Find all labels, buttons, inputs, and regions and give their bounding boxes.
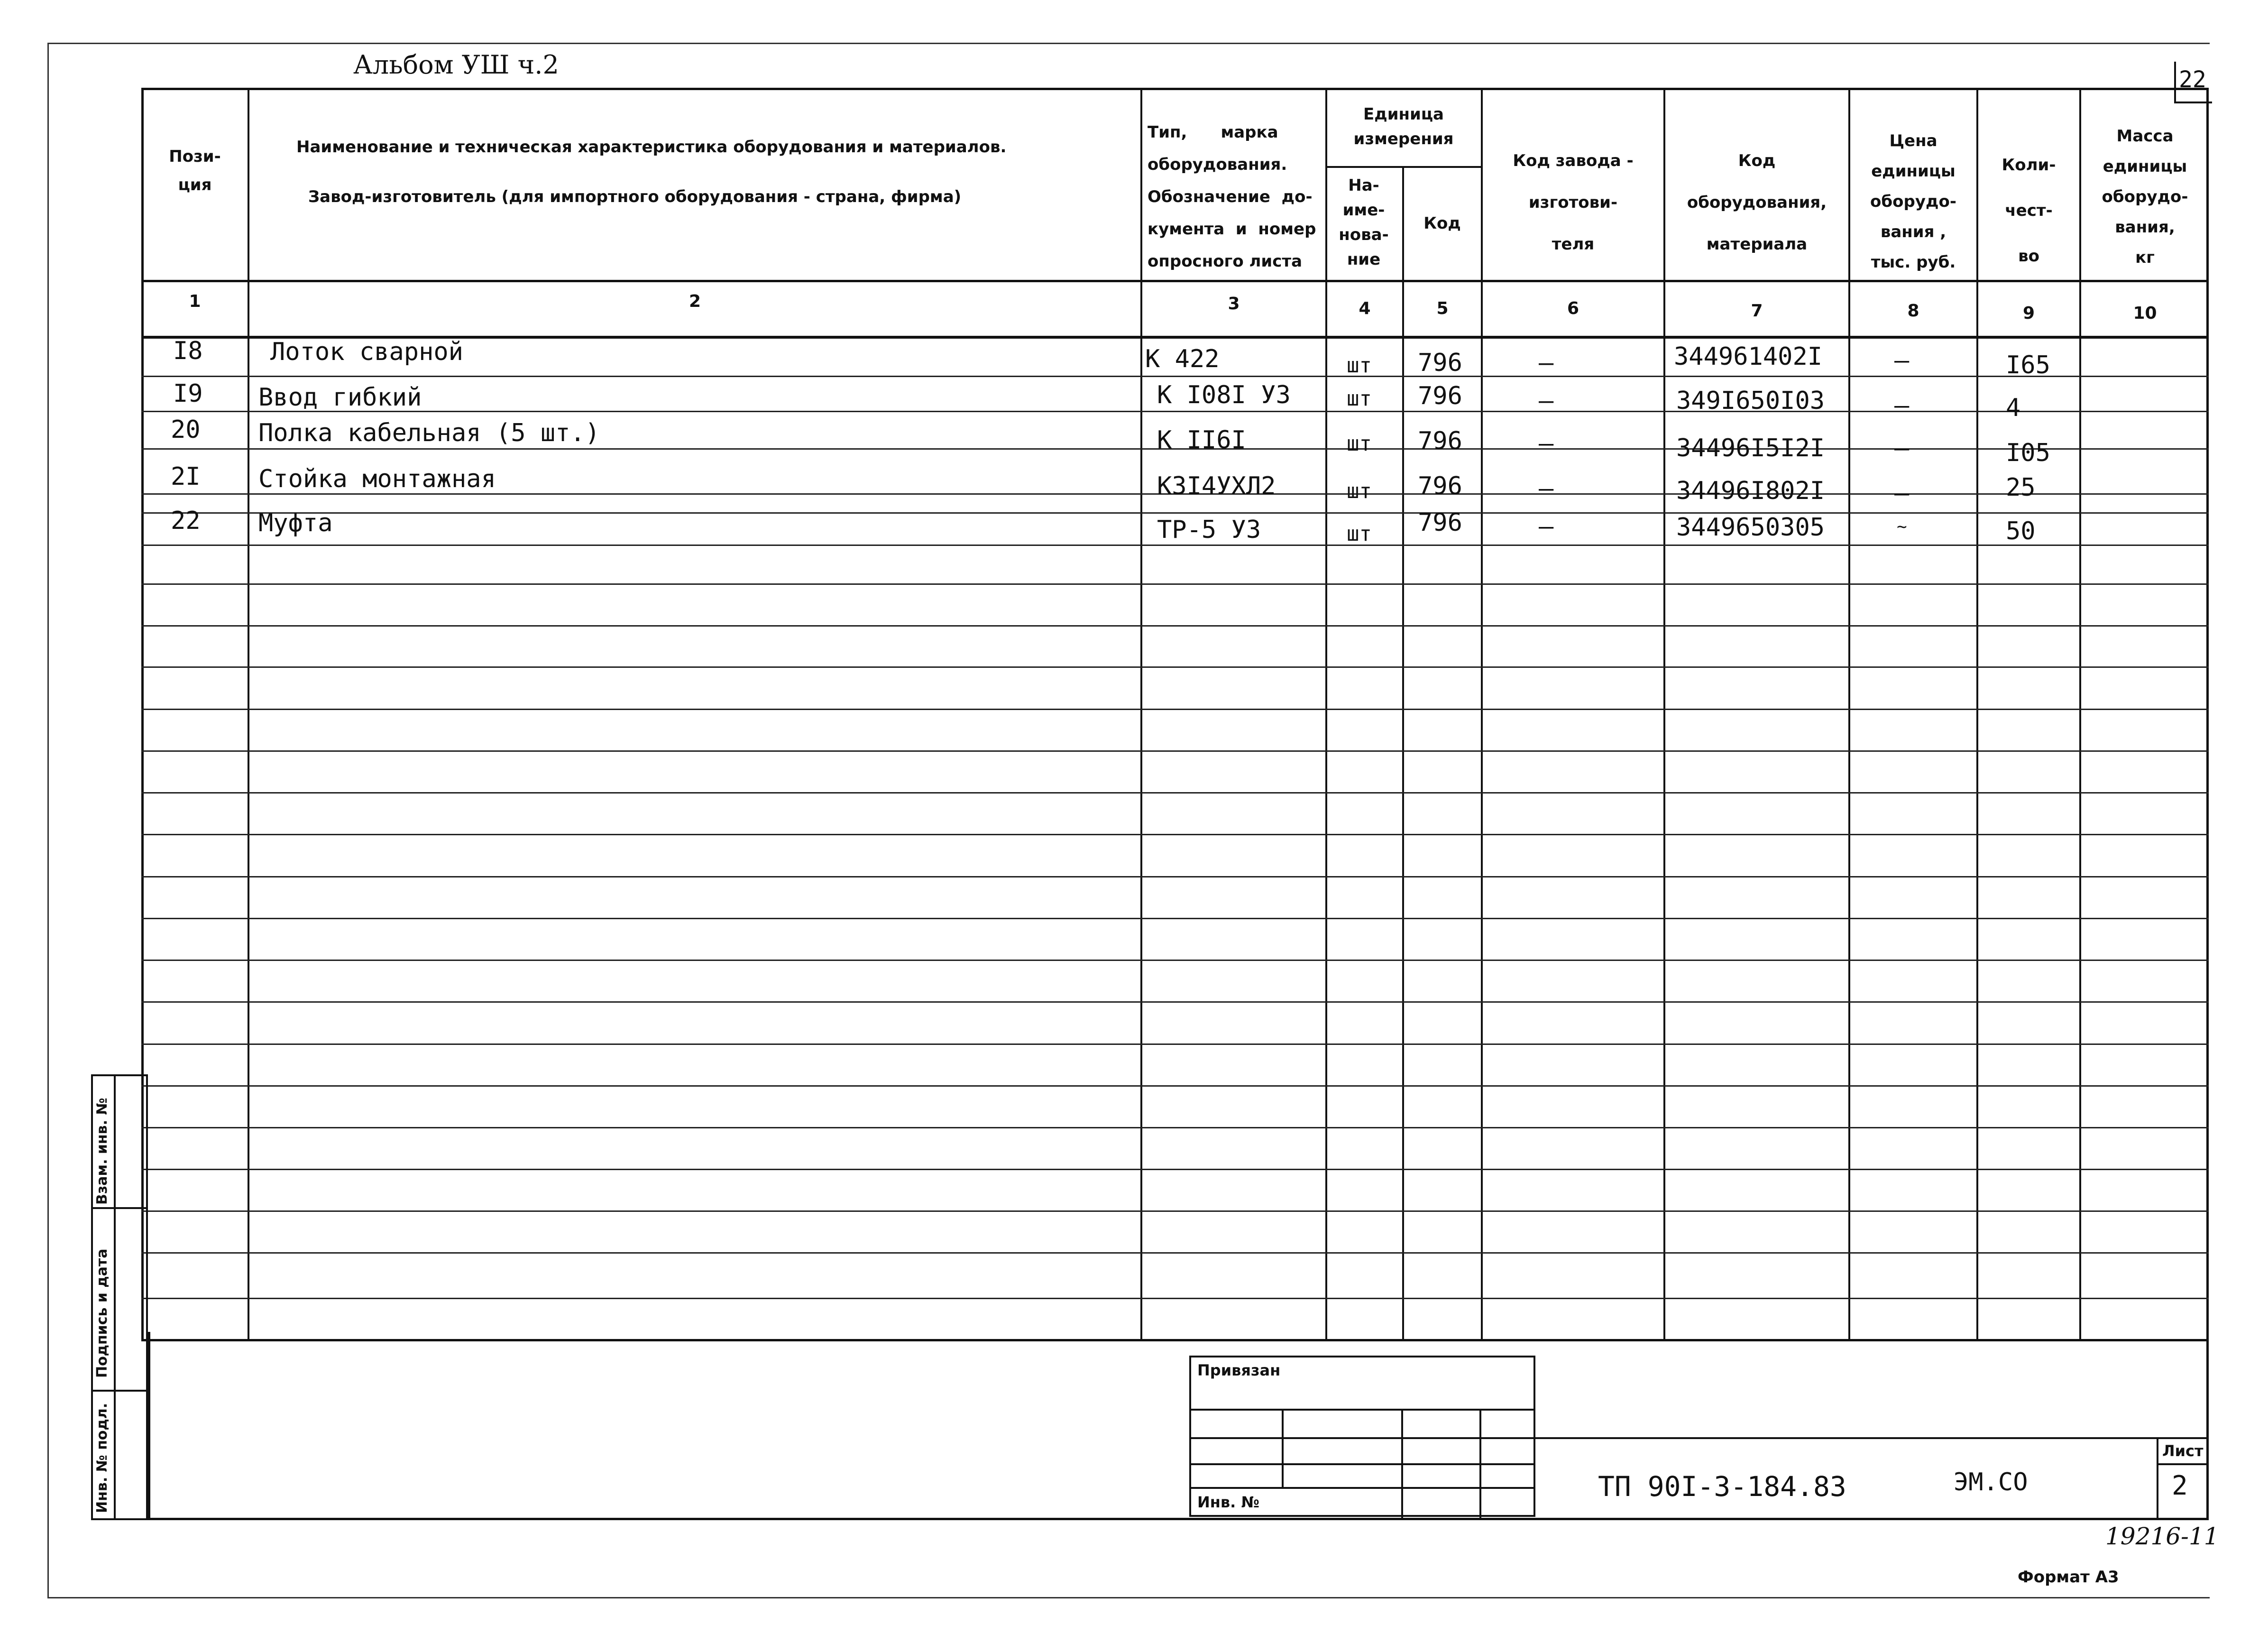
doc-mark: ЭМ.СО [1954,1468,2028,1496]
header-quantity: Коли- чест- во [2002,156,2056,266]
unit-group-line [1325,166,1482,168]
row-line [141,1127,2209,1128]
row-18-price: – [1894,346,1910,375]
row-22-position: 22 [171,507,201,535]
corner-page-number: 22 [2179,66,2206,93]
stamp-frame [148,1332,2209,1520]
col-number-7: 7 [1751,301,1763,321]
row-22-code: 796 [1418,508,1462,537]
row-line [141,918,2209,919]
row-20-position: 20 [171,415,201,444]
row-line [141,1043,2209,1045]
header-name-line2: Завод-изготовитель (для импортного оборудования - страна, фирма) [308,187,962,206]
archive-number: 19216-11 [2105,1523,2219,1550]
side-strip-line-2 [91,1390,148,1392]
col-number-5: 5 [1436,299,1449,318]
row-22-factory: – [1539,512,1554,541]
col-line-4 [1402,166,1404,1341]
row-20-price: – [1894,434,1910,462]
header-factory-code: Код завода - изготови- теля [1513,151,1634,254]
row-line [141,545,2209,546]
row-18-unit: шт [1347,353,1372,378]
row-20-name: Полка кабельная (5 шт.) [258,419,600,447]
col-line-5 [1481,88,1483,1341]
album-title: Альбом УШ ч.2 [353,50,559,80]
row-22-quantity: 50 [2006,517,2036,545]
col-line-3 [1325,88,1327,1341]
row-21-factory: – [1539,474,1554,503]
row-18-factory: – [1539,349,1554,377]
list-label: Лист [2162,1442,2204,1460]
side-strip-divider [114,1074,116,1520]
row-19-price: – [1894,391,1910,420]
row-21-code: 796 [1418,472,1462,500]
row-line [141,1001,2209,1003]
privyazan-line-4 [1189,1487,1535,1489]
row-22-type: ТР-5 УЗ [1157,516,1261,544]
row-21-unit: шт [1347,479,1372,503]
col-line-6 [1663,88,1665,1341]
row-19-factory: – [1539,387,1554,415]
row-22-price: ~ [1897,517,1907,536]
row-line [141,1298,2209,1299]
header-unit-code: Код [1423,214,1461,233]
row-20-code: 796 [1418,427,1462,455]
row-line [141,1252,2209,1254]
col-line-2 [1140,88,1142,1341]
row-line [141,876,2209,877]
row-18-quantity: I65 [2006,351,2050,379]
privyazan-col-2 [1401,1409,1403,1518]
row-line [141,625,2209,627]
row-line [141,583,2209,585]
row-21-type: КЗI4УХЛ2 [1157,472,1276,500]
row-18-position: I8 [173,337,203,365]
row-line [141,750,2209,752]
row-21-quantity: 25 [2006,473,2036,502]
row-19-code: 796 [1418,382,1462,410]
col-line-1 [248,88,249,1341]
row-20-factory: – [1539,429,1554,458]
doc-code: ТП 90I-3-184.83 [1598,1470,1846,1503]
col-number-3: 3 [1228,294,1240,314]
header-type: Тип, марка оборудования. Обозначение до- кумента и номер опросного листа [1148,123,1316,271]
row-line [141,792,2209,794]
row-line [141,376,2209,377]
header-bottom-line [141,280,2209,282]
col-number-10: 10 [2133,304,2157,323]
col-number-2: 2 [689,292,701,311]
row-21-price: – [1894,479,1910,508]
row-line [141,1210,2209,1212]
header-equipment-code: Код оборудования, материала [1687,151,1827,254]
row-22-equipment-code: 3449650305 [1676,513,1825,542]
list-box-mid [2157,1463,2209,1465]
side-label-vzam: Взам. инв. № [94,1098,110,1205]
privyazan-label: Привязан [1197,1361,1281,1379]
row-19-position: I9 [173,379,203,408]
side-label-inv-podl: Инв. № подл. [94,1403,110,1513]
row-19-quantity: 4 [2006,394,2021,422]
privyazan-line-3 [1189,1463,1535,1465]
list-box-left [2157,1437,2158,1520]
row-19-equipment-code: 349I650I03 [1676,387,1825,415]
col-number-8: 8 [1907,301,1919,321]
side-label-podpis: Подпись и дата [94,1248,110,1378]
col-number-6: 6 [1567,299,1579,318]
row-19-unit: шт [1347,387,1372,411]
row-19-name: Ввод гибкий [258,383,422,412]
header-unit-name: На- име- нова- ние [1339,176,1389,269]
row-20-type: К II6I [1157,426,1246,454]
list-value: 2 [2172,1470,2188,1501]
privyazan-line-2 [1189,1437,1535,1439]
row-22-unit: шт [1347,522,1372,546]
side-strip-line-1 [91,1207,148,1209]
row-21-position: 2I [171,462,201,491]
row-line [141,666,2209,668]
col-number-1: 1 [189,292,201,311]
row-18-code: 796 [1418,349,1462,377]
row-line [141,512,2209,514]
inv-no-label: Инв. № [1197,1493,1259,1511]
col-number-9: 9 [2022,304,2035,323]
row-20-unit: шт [1347,432,1372,456]
privyazan-block [1189,1356,1535,1517]
row-18-equipment-code: 344961402I [1674,342,1823,371]
privyazan-col-3 [1479,1409,1481,1518]
header-unit-group: Единица измерения [1353,105,1454,148]
row-20-equipment-code: 34496I5I2I [1676,434,1825,462]
row-line [141,1085,2209,1087]
row-20-quantity: I05 [2006,439,2050,467]
col-line-9 [2079,88,2081,1341]
row-line [141,834,2209,835]
row-21-name: Стойка монтажная [258,465,496,493]
privyazan-col-1 [1282,1409,1284,1487]
row-22-name: Муфта [258,509,333,537]
header-position: Пози- ция [169,147,221,194]
privyazan-line-1 [1189,1409,1535,1411]
header-unit-mass: Масса единицы оборудо- вания, кг [2102,127,2188,267]
row-line [141,709,2209,710]
doc-code-top-line [1535,1437,2209,1439]
row-line [141,960,2209,961]
row-18-type: К 422 [1145,345,1220,373]
row-21-equipment-code: 34496I802I [1676,477,1825,505]
row-18-name: Лоток сварной [270,338,463,366]
header-name-line1: Наименование и техническая характеристика оборудования и материалов. [296,138,1007,157]
row-line [141,1169,2209,1170]
col-number-4: 4 [1359,299,1371,318]
format-label: Формат А3 [2018,1568,2119,1587]
row-19-type: К I08I УЗ [1157,381,1291,409]
header-unit-price: Цена единицы оборудо- вания , тыс. руб. [1870,131,1956,272]
